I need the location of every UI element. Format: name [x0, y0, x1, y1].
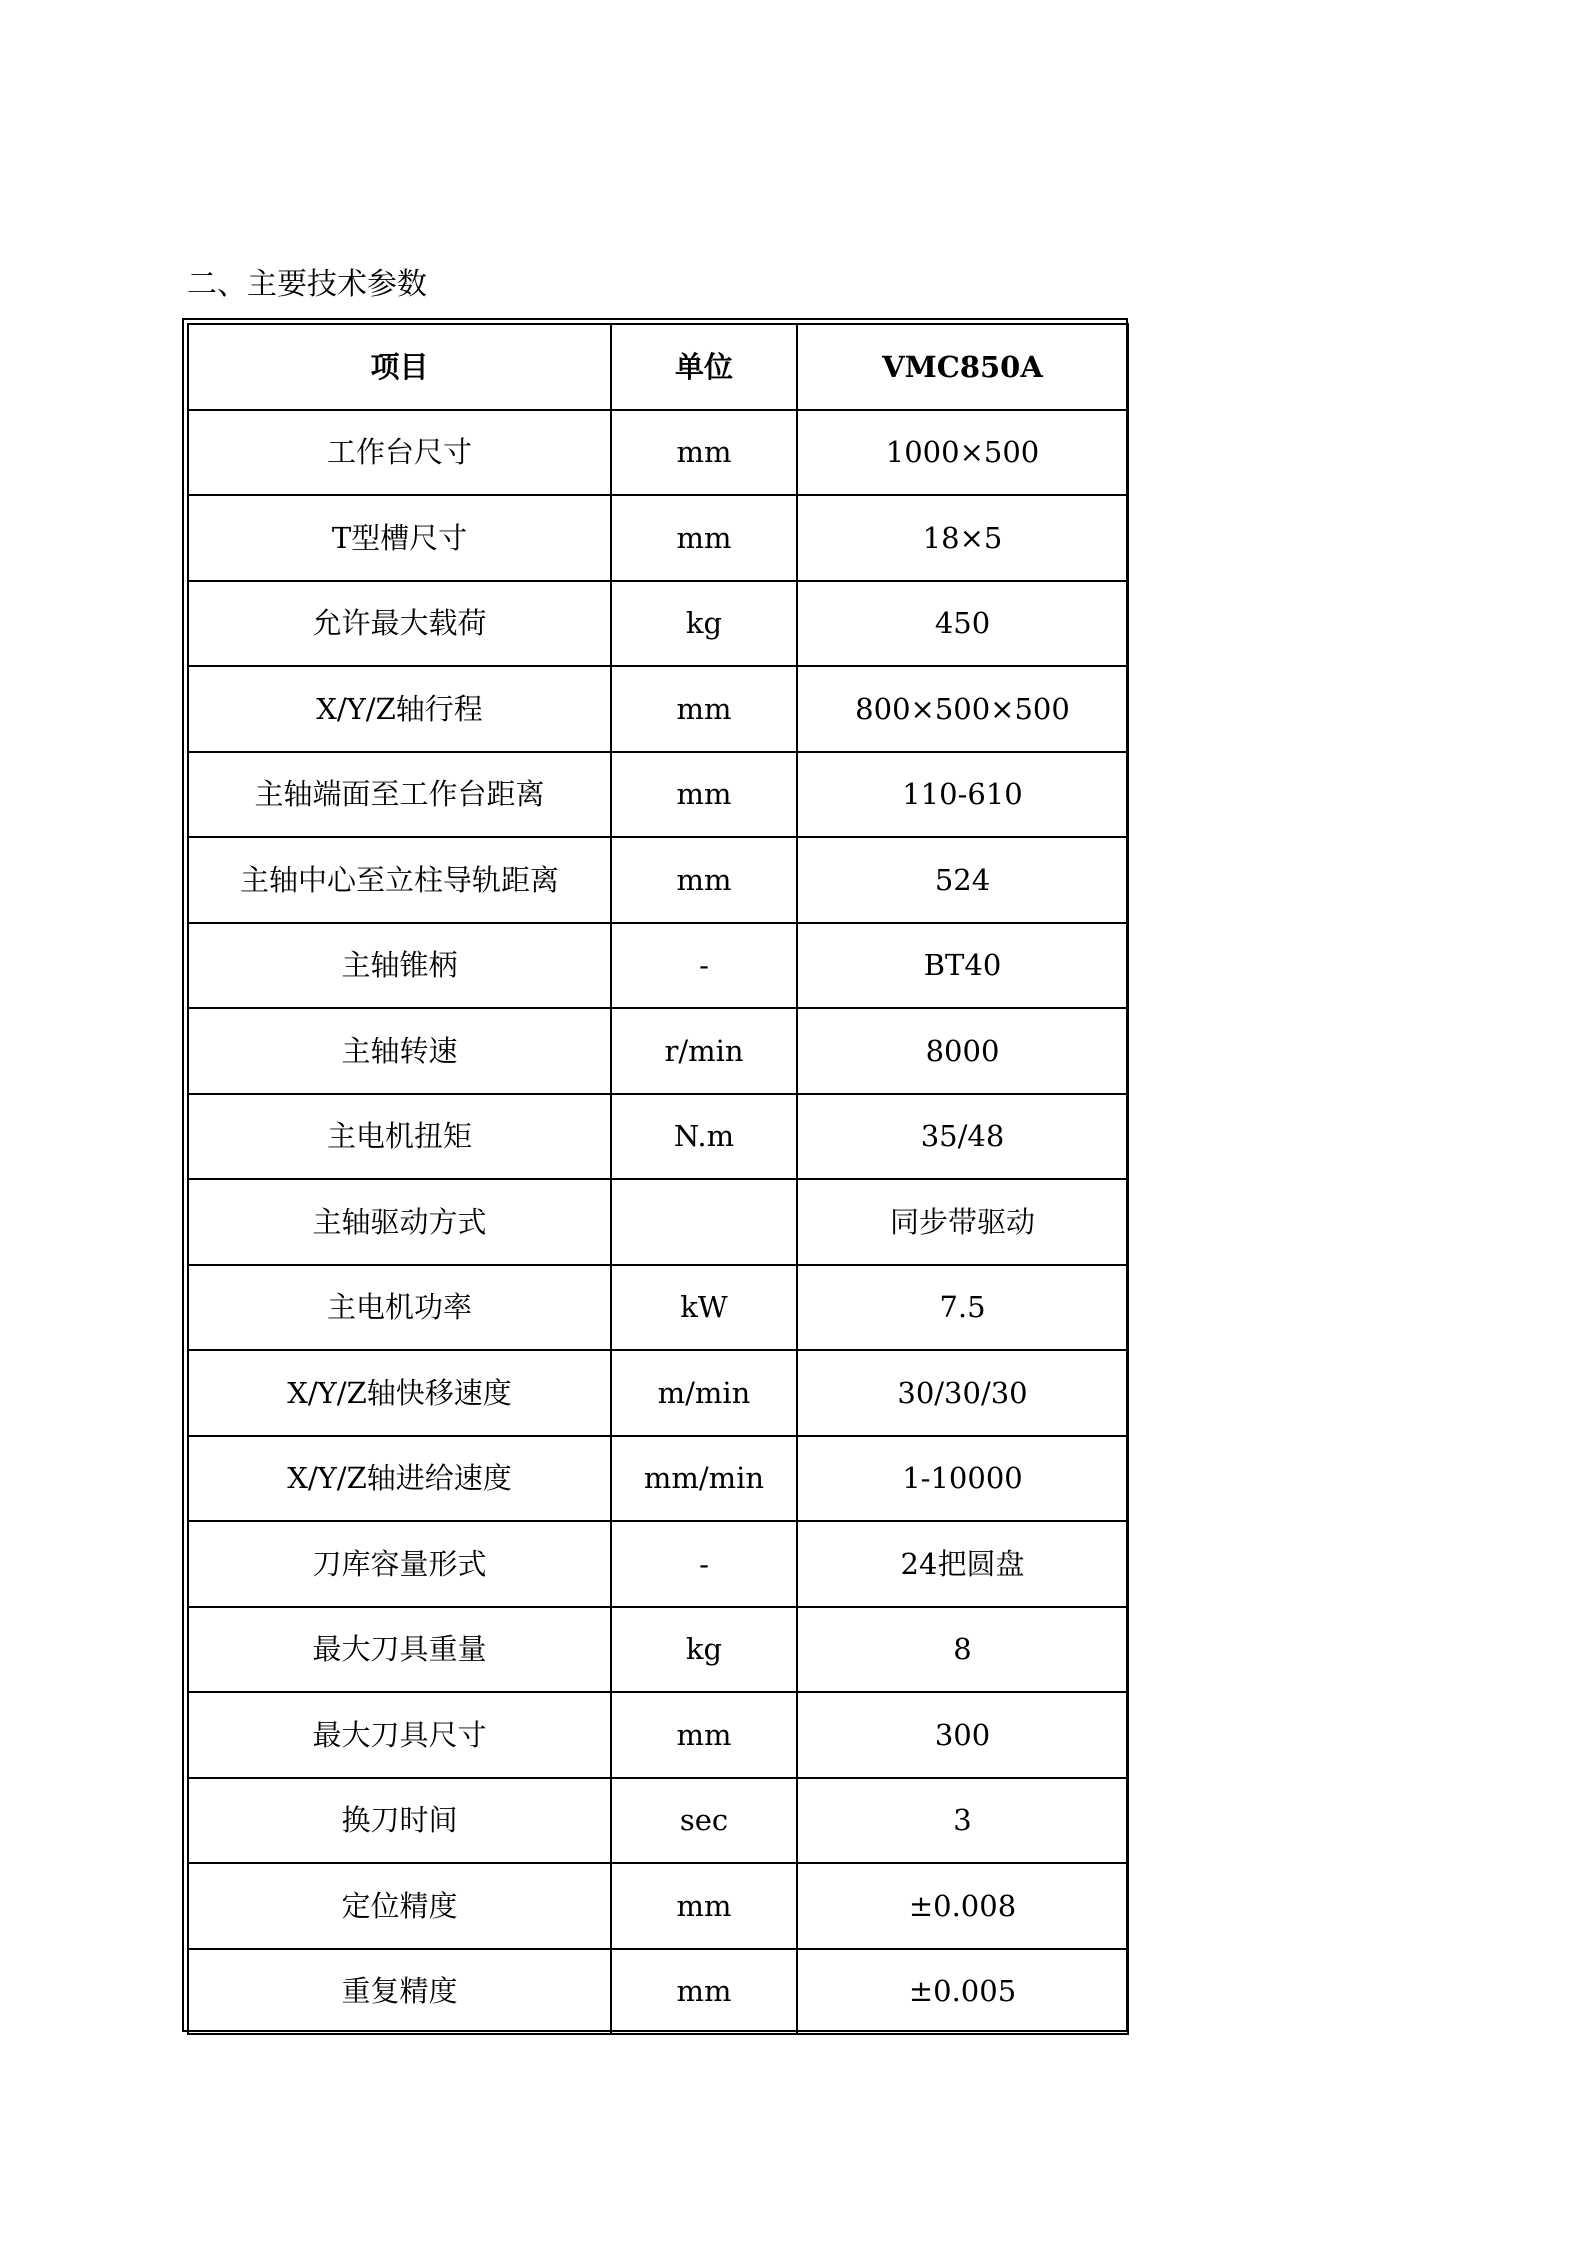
cell-value: 30/30/30: [797, 1350, 1128, 1436]
table-row: [188, 1179, 1128, 1265]
table-row: [188, 410, 1128, 496]
cell-unit: mm/min: [611, 1436, 797, 1522]
cell-unit: m/min: [611, 1350, 797, 1436]
cell-unit: [611, 1179, 797, 1265]
cell-unit: mm: [611, 410, 797, 496]
table-row: [188, 752, 1128, 838]
cell-item: 最大刀具重量: [188, 1607, 611, 1693]
cell-value: 1-10000: [797, 1436, 1128, 1522]
section-heading: 二、主要技术参数: [187, 267, 427, 302]
table-row: [188, 1094, 1128, 1180]
cell-value: 800×500×500: [797, 666, 1128, 752]
table-row: [188, 837, 1128, 923]
cell-unit: mm: [611, 495, 797, 581]
table-row: [188, 1350, 1128, 1436]
table-row: [188, 1436, 1128, 1522]
cell-item: X/Y/Z轴快移速度: [188, 1350, 611, 1436]
cell-item: 主电机功率: [188, 1265, 611, 1351]
cell-unit: mm: [611, 752, 797, 838]
table-row: [188, 1863, 1128, 1949]
cell-value: 35/48: [797, 1094, 1128, 1180]
table-row: [188, 923, 1128, 1009]
cell-value: BT40: [797, 923, 1128, 1009]
cell-item: 主轴锥柄: [188, 923, 611, 1009]
header-item: 项目: [188, 324, 611, 410]
table-row: [188, 495, 1128, 581]
table-row: [188, 1778, 1128, 1864]
cell-value: 7.5: [797, 1265, 1128, 1351]
cell-unit: r/min: [611, 1008, 797, 1094]
cell-item: T型槽尺寸: [188, 495, 611, 581]
cell-value: 450: [797, 581, 1128, 667]
cell-item: 允许最大载荷: [188, 581, 611, 667]
cell-value: 24把圆盘: [797, 1521, 1128, 1607]
cell-unit: -: [611, 923, 797, 1009]
cell-item: 换刀时间: [188, 1778, 611, 1864]
cell-item: 最大刀具尺寸: [188, 1692, 611, 1778]
cell-item: 主轴端面至工作台距离: [188, 752, 611, 838]
cell-unit: N.m: [611, 1094, 797, 1180]
table-row: [188, 1265, 1128, 1351]
table-row: [188, 581, 1128, 667]
cell-unit: sec: [611, 1778, 797, 1864]
header-model: VMC850A: [797, 324, 1128, 410]
table-row: [188, 1949, 1128, 2035]
cell-item: 工作台尺寸: [188, 410, 611, 496]
table-row: [188, 1521, 1128, 1607]
cell-value: 524: [797, 837, 1128, 923]
header-unit: 单位: [611, 324, 797, 410]
cell-value: 300: [797, 1692, 1128, 1778]
cell-item: 主轴驱动方式: [188, 1179, 611, 1265]
cell-value: 1000×500: [797, 410, 1128, 496]
cell-item: 刀库容量形式: [188, 1521, 611, 1607]
cell-value: ±0.005: [797, 1949, 1128, 2035]
cell-unit: mm: [611, 666, 797, 752]
cell-item: 主轴中心至立柱导轨距离: [188, 837, 611, 923]
table-row: [188, 1692, 1128, 1778]
cell-value: ±0.008: [797, 1863, 1128, 1949]
cell-unit: mm: [611, 1949, 797, 2035]
cell-value: 同步带驱动: [797, 1179, 1128, 1265]
cell-value: 18×5: [797, 495, 1128, 581]
cell-unit: mm: [611, 1692, 797, 1778]
cell-item: X/Y/Z轴进给速度: [188, 1436, 611, 1522]
cell-item: 重复精度: [188, 1949, 611, 2035]
cell-unit: kW: [611, 1265, 797, 1351]
table-row: [188, 666, 1128, 752]
cell-unit: kg: [611, 581, 797, 667]
cell-item: 定位精度: [188, 1863, 611, 1949]
table-header-row: [188, 324, 1128, 410]
cell-item: X/Y/Z轴行程: [188, 666, 611, 752]
cell-value: 3: [797, 1778, 1128, 1864]
cell-unit: mm: [611, 837, 797, 923]
spec-table-frame: [182, 318, 1128, 2032]
cell-unit: -: [611, 1521, 797, 1607]
cell-unit: kg: [611, 1607, 797, 1693]
table-row: [188, 1607, 1128, 1693]
cell-item: 主轴转速: [188, 1008, 611, 1094]
cell-item: 主电机扭矩: [188, 1094, 611, 1180]
cell-unit: mm: [611, 1863, 797, 1949]
cell-value: 8: [797, 1607, 1128, 1693]
spec-table: [187, 323, 1129, 2035]
table-row: [188, 1008, 1128, 1094]
cell-value: 110-610: [797, 752, 1128, 838]
cell-value: 8000: [797, 1008, 1128, 1094]
